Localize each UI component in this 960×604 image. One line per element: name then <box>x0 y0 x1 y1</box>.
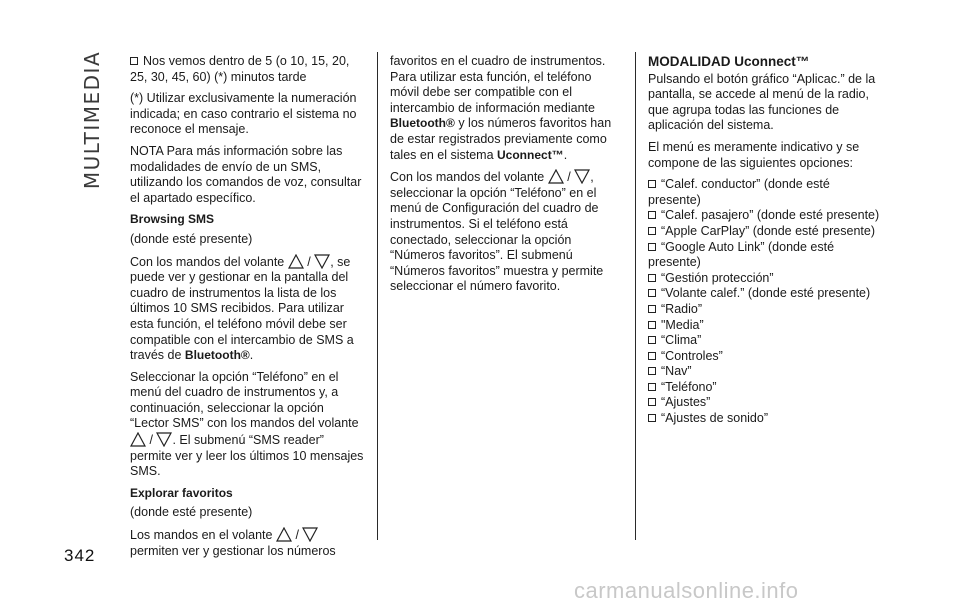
paragraph: Con los mandos del volante / , se puede ver y gestionar en la pantalla del cuadro de instrumentos la lista de los últimos 10 SMS recibidos. Para utilizar esta función, el teléfono móvil debe ser compatible con el intercambio de SMS a través de Bluetooth®. <box>130 254 354 363</box>
triangle-up-icon <box>130 432 146 447</box>
list-item: “Calef. conductor” (donde esté presente) <box>648 177 830 207</box>
list-item: “Calef. pasajero” (donde esté presente) <box>648 208 884 224</box>
square-bullet-icon <box>648 414 656 422</box>
square-bullet-icon <box>648 243 656 251</box>
bullet-item: Nos vemos dentro de 5 (o 10, 15, 20, 25, 30, 45, 60) (*) minutos tarde <box>130 54 350 84</box>
list-item: “Ajustes” <box>648 395 884 411</box>
paragraph: (donde esté presente) <box>130 231 253 246</box>
list-item: “Ajustes de sonido” <box>648 411 884 427</box>
square-bullet-icon <box>648 321 656 329</box>
square-bullet-icon <box>130 57 138 65</box>
list-item: “Clima” <box>648 333 884 349</box>
column-divider <box>635 52 636 540</box>
subheading-browsing-sms: Browsing SMS <box>130 212 215 227</box>
square-bullet-icon <box>648 383 656 391</box>
square-bullet-icon <box>648 398 656 406</box>
square-bullet-icon <box>648 211 656 219</box>
note-paragraph: NOTA Para más información sobre las modalidades de envío de un SMS, utilizando los comandos de voz, consultar el apartado específico. <box>130 143 362 205</box>
list-item: “Controles” <box>648 349 884 365</box>
page-number: 342 <box>64 546 96 565</box>
square-bullet-icon <box>648 305 656 313</box>
triangle-down-icon <box>314 254 330 269</box>
section-heading: MODALIDAD Uconnect™ <box>648 54 810 69</box>
square-bullet-icon <box>648 289 656 297</box>
paragraph: Los mandos en el volante / permiten ver y gestionar los números <box>130 528 336 558</box>
list-item: “Teléfono” <box>648 380 884 396</box>
square-bullet-icon <box>648 180 656 188</box>
square-bullet-icon <box>648 367 656 375</box>
paragraph: (donde esté presente) <box>130 505 253 520</box>
square-bullet-icon <box>648 352 656 360</box>
triangle-down-icon <box>156 432 172 447</box>
watermark: carmanualsonline.info <box>574 578 799 603</box>
column-1 <box>130 54 366 565</box>
paragraph: Con los mandos del volante / , seleccionar la opción “Teléfono” en el menú de Configuración del cuadro de instrumentos. Si el teléfono está conectado, seleccionar la opción “Números favoritos”. El submenú “Números favoritos” muestra y permite seleccionar el número favorito. <box>390 170 604 294</box>
list-item: “Gestión protección” <box>648 271 884 287</box>
triangle-up-icon <box>276 527 292 542</box>
list-item: “Volante calef.” (donde esté presente) <box>648 286 884 302</box>
column-divider <box>377 52 378 540</box>
subheading-explorar-favoritos: Explorar favoritos <box>130 485 233 500</box>
list-item: “Nav” <box>648 364 884 380</box>
list-item: “Apple CarPlay” (donde esté presente) <box>648 224 884 240</box>
triangle-down-icon <box>574 169 590 184</box>
menu-options-list <box>648 177 884 427</box>
list-item: “Google Auto Link” (donde esté presente) <box>648 239 835 270</box>
paragraph: Pulsando el botón gráfico “Aplicac.” de la pantalla, se accede al menú de la radio, que agrupa todas las funciones de aplicación del sistema. <box>648 71 876 133</box>
column-2 <box>390 54 616 301</box>
triangle-down-icon <box>302 527 318 542</box>
paragraph: (*) Utilizar exclusivamente la numeración indicada; en caso contrario el sistema no reconoce el mensaje. <box>130 91 357 137</box>
square-bullet-icon <box>648 336 656 344</box>
paragraph: favoritos en el cuadro de instrumentos. Para utilizar esta función, el teléfono móvil debe ser compatible con el intercambio de información mediante Bluetooth® y los números favoritos han de estar registrados previamente como tales en el sistema Uconnect™. <box>390 54 612 162</box>
triangle-up-icon <box>288 254 304 269</box>
paragraph: El menú es meramente indicativo y se compone de las siguientes opciones: <box>648 139 860 170</box>
triangle-up-icon <box>548 169 564 184</box>
paragraph: Seleccionar la opción “Teléfono” en el menú del cuadro de instrumentos y, a continuación, seleccionar la opción “Lector SMS” con los mandos del volante / . El submenú “SMS reader” permite ver y leer los últimos 10 mensajes SMS. <box>130 369 364 479</box>
square-bullet-icon <box>648 274 656 282</box>
square-bullet-icon <box>648 227 656 235</box>
section-tab-label: MULTIMEDIA <box>80 50 104 190</box>
section-tab <box>80 52 104 188</box>
column-3 <box>648 54 884 427</box>
list-item: "Media” <box>648 318 884 334</box>
list-item: “Radio” <box>648 302 884 318</box>
